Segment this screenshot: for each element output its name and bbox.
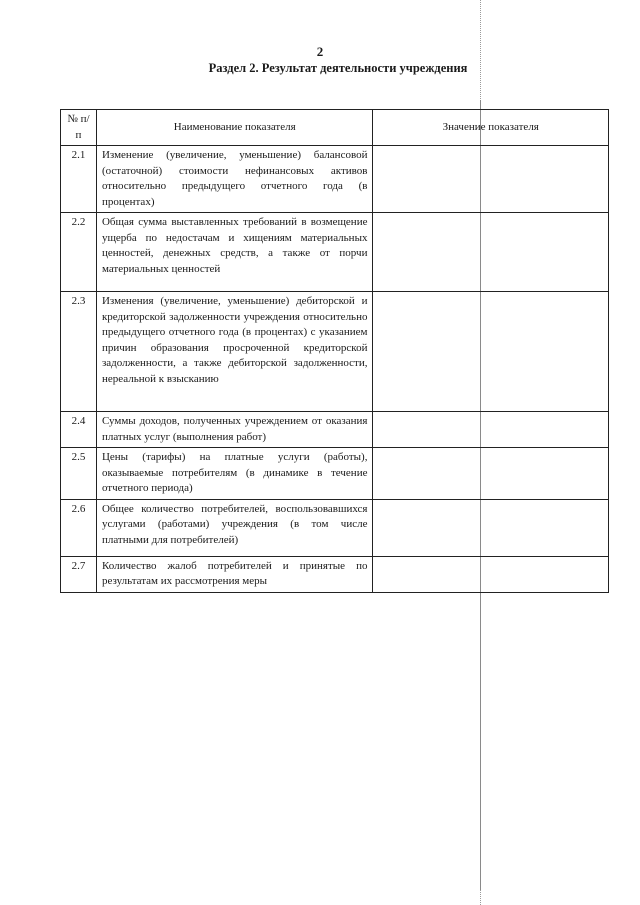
row-number: 2.6 [61, 499, 97, 556]
table-row [61, 292, 609, 412]
indicator-name: Суммы доходов, полученных учреждением от оказания платных услуг (выполнения работ) [96, 412, 373, 448]
indicator-value [373, 292, 609, 412]
table-row [61, 448, 609, 500]
indicator-value [373, 499, 609, 556]
row-number: 2.3 [61, 292, 97, 412]
indicator-name: Изменения (увеличение, уменьшение) дебиторской и кредиторской задолженности учреждения относительно предыдущего отчетного года (в процентах) с указанием причин образования просроченной кредиторской задолженности, а также дебиторской задолженности, нереальной к взысканию [96, 292, 373, 412]
header-num: № п/п [61, 110, 97, 146]
indicator-name: Цены (тарифы) на платные услуги (работы), оказываемые потребителям (в динамике в течение отчетного периода) [96, 448, 373, 500]
header-value: Значение показателя [373, 110, 609, 146]
table-row [61, 146, 609, 213]
table-row [61, 499, 609, 556]
row-number: 2.4 [61, 412, 97, 448]
row-number: 2.5 [61, 448, 97, 500]
indicator-value [373, 213, 609, 292]
row-number: 2.1 [61, 146, 97, 213]
row-number: 2.2 [61, 213, 97, 292]
section-title: Раздел 2. Результат деятельности учреждения [208, 61, 468, 75]
indicator-value [373, 146, 609, 213]
table-header-row [61, 110, 609, 146]
indicator-name: Общее количество потребителей, воспользовавшихся услугами (работами) учреждения (в том числе платными для потребителей) [96, 499, 373, 556]
indicator-name: Изменение (увеличение, уменьшение) балансовой (остаточной) стоимости нефинансовых активов относительно предыдущего отчетного года (в процентах) [96, 146, 373, 213]
indicator-value [373, 556, 609, 592]
row-number: 2.7 [61, 556, 97, 592]
indicators-table [60, 109, 609, 593]
indicator-value [373, 412, 609, 448]
indicator-name: Общая сумма выставленных требований в возмещение ущерба по недостачам и хищениям материальных ценностей, денежных средств, а также от порчи материальных ценностей [96, 213, 373, 292]
table-row [61, 213, 609, 292]
table-row [61, 556, 609, 592]
indicator-value [373, 448, 609, 500]
page-number: 2 [316, 44, 324, 59]
header-name: Наименование показателя [96, 110, 373, 146]
indicator-name: Количество жалоб потребителей и принятые по результатам их рассмотрения меры [96, 556, 373, 592]
table-row [61, 412, 609, 448]
